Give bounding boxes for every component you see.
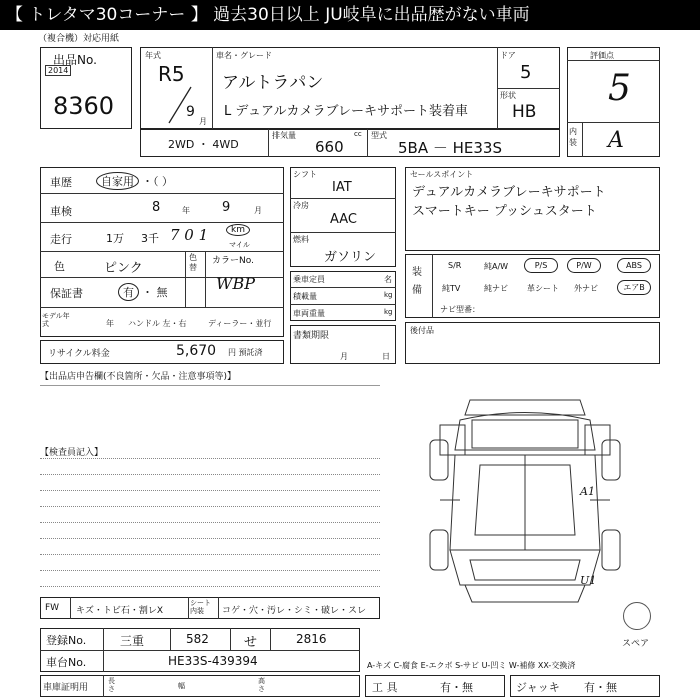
lot-number: 8360 xyxy=(53,92,115,120)
history-label: 車歴 xyxy=(50,176,72,189)
displacement-unit: cc xyxy=(354,130,362,138)
banner-title: 【 トレタマ30コーナー 】 過去30日以上 JU岐阜に出品歴がない車両 xyxy=(0,0,700,30)
cert-height: 高さ xyxy=(258,677,265,693)
lot-box xyxy=(40,47,132,129)
registration-class: 582 xyxy=(186,632,209,646)
registration-number: 2816 xyxy=(296,632,327,646)
color-label: 色 xyxy=(54,260,65,273)
displacement-value: 660 xyxy=(315,138,344,156)
sheet-subheader: （複合機）対応用紙 xyxy=(38,34,120,44)
recycle-label: リサイクル料金 xyxy=(48,349,110,359)
retrofit-box xyxy=(405,322,660,364)
model-grade: L デュアルカメラブレーキサポート装着車 xyxy=(224,104,468,119)
mileage-unit-mile: マイル xyxy=(229,241,250,249)
lot-year-tag: 2014 xyxy=(45,65,71,76)
dealer-import: ディーラー・並行 xyxy=(208,319,272,328)
equipment-power-steering: P/S xyxy=(524,258,558,273)
seat-label: シート内装 xyxy=(190,599,211,615)
doors-label: ドア xyxy=(500,51,516,60)
shape-label: 形状 xyxy=(500,91,516,100)
tools-value: 有・無 xyxy=(440,681,473,694)
weight-label: 車両重量 xyxy=(293,309,325,318)
jack-label: ジャッキ xyxy=(516,681,560,694)
fuel-value: ガソリン xyxy=(324,250,377,265)
year-month-unit: 月 xyxy=(199,117,207,126)
weight-unit: kg xyxy=(384,308,393,316)
doors-value: 5 xyxy=(520,62,532,83)
inspector-label: 【検査員記入】 xyxy=(40,448,104,458)
equipment-tv: 純TV xyxy=(442,284,461,293)
drive-options: 2WD ・ 4WD xyxy=(168,138,239,151)
warranty-no: ・ 無 xyxy=(142,286,168,299)
retrofit-label: 後付品 xyxy=(410,326,434,335)
displacement-label: 排気量 xyxy=(272,131,296,140)
model-year-label: モデル年式 xyxy=(42,312,70,328)
equipment-aftermarket-navi: 外ナビ xyxy=(574,284,598,293)
docs-day-unit: 日 xyxy=(382,352,390,361)
equipment-alloy-wheel: 純A/W xyxy=(484,262,509,271)
shift-value: IAT xyxy=(332,180,352,195)
type-label: 型式 xyxy=(371,131,387,140)
history-selected: 自家用 xyxy=(96,172,139,190)
handle-side: ハンドル 左・右 xyxy=(128,319,187,328)
mileage-man: 1万 xyxy=(106,232,124,245)
registration-kana: せ xyxy=(244,635,258,650)
mileage-sen: 3千 xyxy=(141,232,159,245)
registration-pref: 三重 xyxy=(120,634,145,648)
chassis-label: 車台No. xyxy=(46,656,87,669)
model-name: アルトラパン xyxy=(222,73,324,93)
warranty-yes: 有 xyxy=(118,283,139,301)
mileage-unit-km: km xyxy=(226,224,250,236)
year-era: R5 xyxy=(158,62,185,86)
sales-line2: スマートキー プッシュスタート xyxy=(412,204,597,219)
cert-width: 幅 xyxy=(178,682,185,690)
spare-label: スペア xyxy=(622,639,650,649)
shape-value: HB xyxy=(512,102,537,122)
chassis-number: HE33S-439394 xyxy=(168,654,258,668)
color-code: WBP xyxy=(216,274,255,293)
jack-value: 有・無 xyxy=(584,681,617,694)
fw-label: FW xyxy=(45,603,60,613)
year-label: 年式 xyxy=(145,51,161,60)
history-other: ・（ ） xyxy=(142,175,173,188)
equipment-sr: S/R xyxy=(448,261,462,270)
sales-label: セールスポイント xyxy=(410,170,474,179)
fuel-label: 燃料 xyxy=(293,235,309,244)
tools-label: 工 具 xyxy=(372,681,398,694)
equipment-label: 装備 xyxy=(412,267,422,296)
aircon-label: 冷房 xyxy=(293,201,309,210)
capacity-unit: 名 xyxy=(384,275,392,284)
load-label: 積載量 xyxy=(293,292,317,301)
equipment-power-window: P/W xyxy=(567,258,601,273)
registration-label: 登録No. xyxy=(46,634,87,647)
color-change-label: 色替 xyxy=(189,253,197,272)
dealer-notes-label: 【出品店申告欄(不良箇所・欠品・注意事項等)】 xyxy=(40,372,237,382)
inspection-year-unit: 年 xyxy=(182,206,190,215)
color-code-label: カラーNo. xyxy=(212,256,254,266)
cert-label: 車庫証明用 xyxy=(43,683,89,693)
car-damage-diagram xyxy=(410,380,640,610)
equipment-genuine-navi: 純ナビ xyxy=(484,284,508,293)
seat-text: コゲ・穴・汚レ・シミ・破レ・スレ xyxy=(222,606,367,616)
damage-legend: A-キズ C-腐食 E-エクボ S-サビ U-凹ミ W-補修 XX-交換済 xyxy=(367,661,576,670)
shift-label: シフト xyxy=(293,170,317,179)
model-label: 車名・グレード xyxy=(216,51,272,60)
mileage-digits: 7 0 1 xyxy=(170,226,209,244)
color-value: ピンク xyxy=(104,261,143,276)
equipment-leather-seat: 革シート xyxy=(527,284,559,293)
score-label: 評価点 xyxy=(590,51,614,60)
model-year-unit: 年 xyxy=(106,319,114,328)
year-month: 9 xyxy=(186,104,195,120)
spare-tire-icon xyxy=(623,602,651,630)
damage-mark-u1: U1 xyxy=(580,574,597,587)
type-value: 5BA － HE33S xyxy=(398,139,502,157)
inspection-year: 8 xyxy=(152,200,161,215)
docs-month-unit: 月 xyxy=(340,352,348,361)
score-value: 5 xyxy=(608,68,631,109)
cert-length: 長さ xyxy=(108,677,115,693)
load-unit: kg xyxy=(384,291,393,299)
recycle-unit: 円 預託済 xyxy=(228,348,263,357)
mileage-label: 走行 xyxy=(50,233,72,246)
equipment-navi-model: ナビ型番： xyxy=(440,305,480,314)
inspection-month-unit: 月 xyxy=(254,206,262,215)
capacity-label: 乗車定員 xyxy=(293,275,325,284)
interior-label: 内装 xyxy=(569,127,577,147)
interior-value: A xyxy=(608,128,624,153)
damage-mark-a1: A1 xyxy=(580,485,595,498)
aircon-value: AAC xyxy=(330,212,357,227)
inspection-label: 車検 xyxy=(50,205,72,218)
equipment-abs: ABS xyxy=(617,258,651,273)
docs-label: 書類期限 xyxy=(293,331,330,341)
recycle-value: 5,670 xyxy=(176,343,217,359)
lot-label: 出品No. xyxy=(53,53,97,67)
warranty-label: 保証書 xyxy=(50,287,83,300)
equipment-airbag: エアB xyxy=(617,280,651,295)
fw-text: キズ・トビ石・割レX xyxy=(76,606,163,616)
sales-line1: デュアルカメラブレーキサポート xyxy=(412,185,606,200)
inspection-month: 9 xyxy=(222,200,231,215)
